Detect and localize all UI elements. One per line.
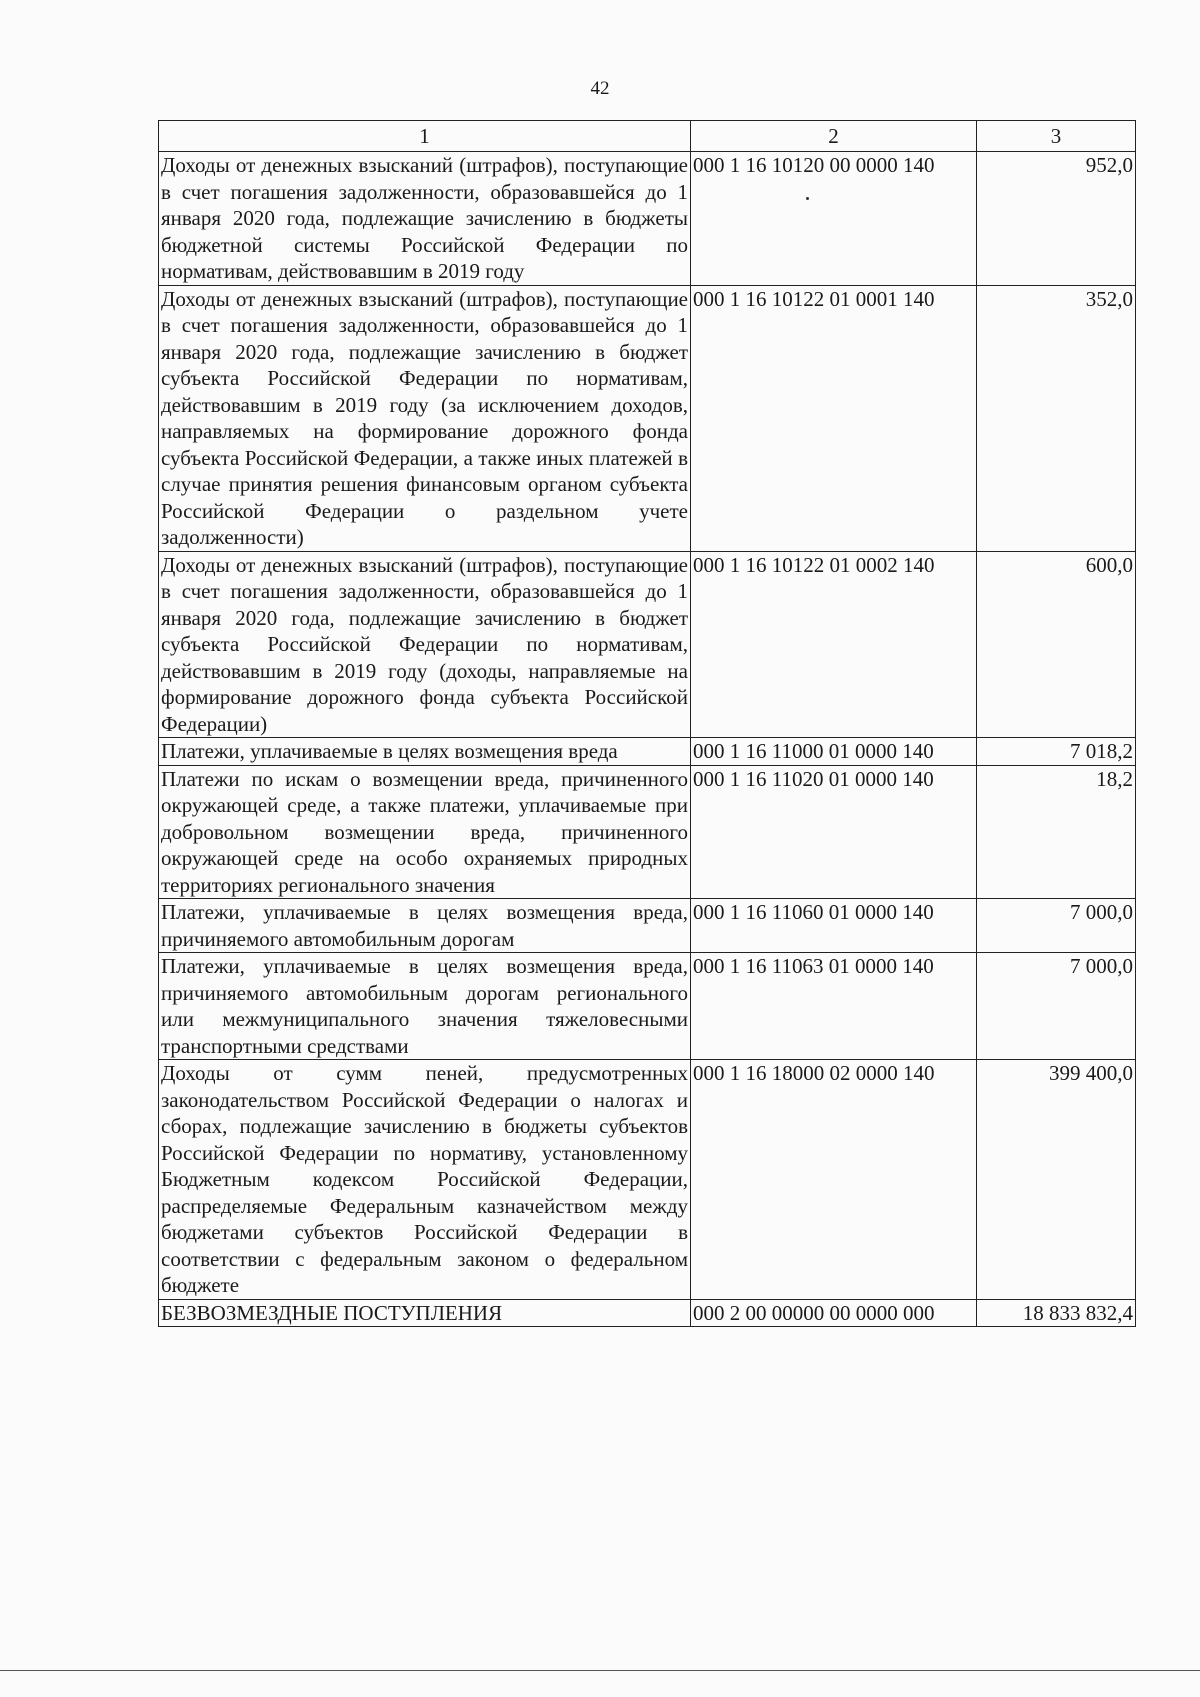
revenue-name: Платежи, уплачиваемые в целях возмещения вреда <box>159 738 691 766</box>
budget-code: 000 1 16 11063 01 0000 140 <box>691 953 977 1060</box>
revenue-table <box>158 120 1136 1327</box>
column-header-code: 2 <box>691 121 977 152</box>
budget-code: 000 1 16 11000 01 0000 140 <box>691 738 977 766</box>
page-number: 42 <box>590 78 610 99</box>
table-row <box>159 285 1136 551</box>
revenue-name: Доходы от сумм пеней, предусмотренных законодательством Российской Федерации о налогах и сборах, подлежащие зачислению в бюджеты субъектов Российской Федерации по нормативу, установленному Бюджетным кодексом Российской Федерации, распределяемые Федеральным казначейством между бюджетами субъектов Российской Федерации в соответствии с федеральным законом о федеральном бюджете <box>159 1060 691 1300</box>
table-row <box>159 551 1136 738</box>
bottom-rule <box>0 1670 1200 1671</box>
scan-speck <box>806 197 809 200</box>
amount: 7 018,2 <box>977 738 1136 766</box>
revenue-name: БЕЗВОЗМЕЗДНЫЕ ПОСТУПЛЕНИЯ <box>159 1299 691 1327</box>
table-row <box>159 953 1136 1060</box>
revenue-name: Доходы от денежных взысканий (штрафов), поступающие в счет погашения задолженности, образовавшейся до 1 января 2020 года, подлежащие зачислению в бюджеты бюджетной системы Российской Федерации по нормативам, действовавшим в 2019 году <box>159 152 691 286</box>
amount: 18 833 832,4 <box>977 1299 1136 1327</box>
revenue-name: Платежи, уплачиваемые в целях возмещения вреда, причиняемого автомобильным дорогам <box>159 899 691 953</box>
table-row <box>159 765 1136 899</box>
column-header-name: 1 <box>159 121 691 152</box>
budget-code: 000 1 16 10122 01 0001 140 <box>691 285 977 551</box>
budget-code: 000 1 16 11060 01 0000 140 <box>691 899 977 953</box>
amount: 399 400,0 <box>977 1060 1136 1300</box>
amount: 952,0 <box>977 152 1136 286</box>
amount: 352,0 <box>977 285 1136 551</box>
budget-code: 000 1 16 10120 00 0000 140 <box>691 152 977 286</box>
amount: 7 000,0 <box>977 899 1136 953</box>
revenue-name: Доходы от денежных взысканий (штрафов), поступающие в счет погашения задолженности, образовавшейся до 1 января 2020 года, подлежащие зачислению в бюджет субъекта Российской Федерации по нормативам, действовавшим в 2019 году (за исключением доходов, направляемых на формирование дорожного фонда субъекта Российской Федерации, а также иных платежей в случае принятия решения финансовым органом субъекта Российской Федерации о раздельном учете задолженности) <box>159 285 691 551</box>
table-header-row <box>159 121 1136 152</box>
revenue-name: Доходы от денежных взысканий (штрафов), поступающие в счет погашения задолженности, образовавшейся до 1 января 2020 года, подлежащие зачислению в бюджет субъекта Российской Федерации по нормативам, действовавшим в 2019 году (доходы, направляемые на формирование дорожного фонда субъекта Российской Федерации) <box>159 551 691 738</box>
table-row <box>159 1060 1136 1300</box>
amount: 600,0 <box>977 551 1136 738</box>
budget-code: 000 2 00 00000 00 0000 000 <box>691 1299 977 1327</box>
table-row <box>159 738 1136 766</box>
table-row <box>159 152 1136 286</box>
budget-code: 000 1 16 11020 01 0000 140 <box>691 765 977 899</box>
revenue-name: Платежи по искам о возмещении вреда, причиненного окружающей среде, а также платежи, уплачиваемые при добровольном возмещении вреда, причиненного окружающей среде на особо охраняемых природных территориях регионального значения <box>159 765 691 899</box>
revenue-name: Платежи, уплачиваемые в целях возмещения вреда, причиняемого автомобильным дорогам регионального или межмуниципального значения тяжеловесными транспортными средствами <box>159 953 691 1060</box>
budget-code: 000 1 16 18000 02 0000 140 <box>691 1060 977 1300</box>
table-row <box>159 899 1136 953</box>
budget-code: 000 1 16 10122 01 0002 140 <box>691 551 977 738</box>
column-header-amount: 3 <box>977 121 1136 152</box>
amount: 7 000,0 <box>977 953 1136 1060</box>
amount: 18,2 <box>977 765 1136 899</box>
table-row-total <box>159 1299 1136 1327</box>
